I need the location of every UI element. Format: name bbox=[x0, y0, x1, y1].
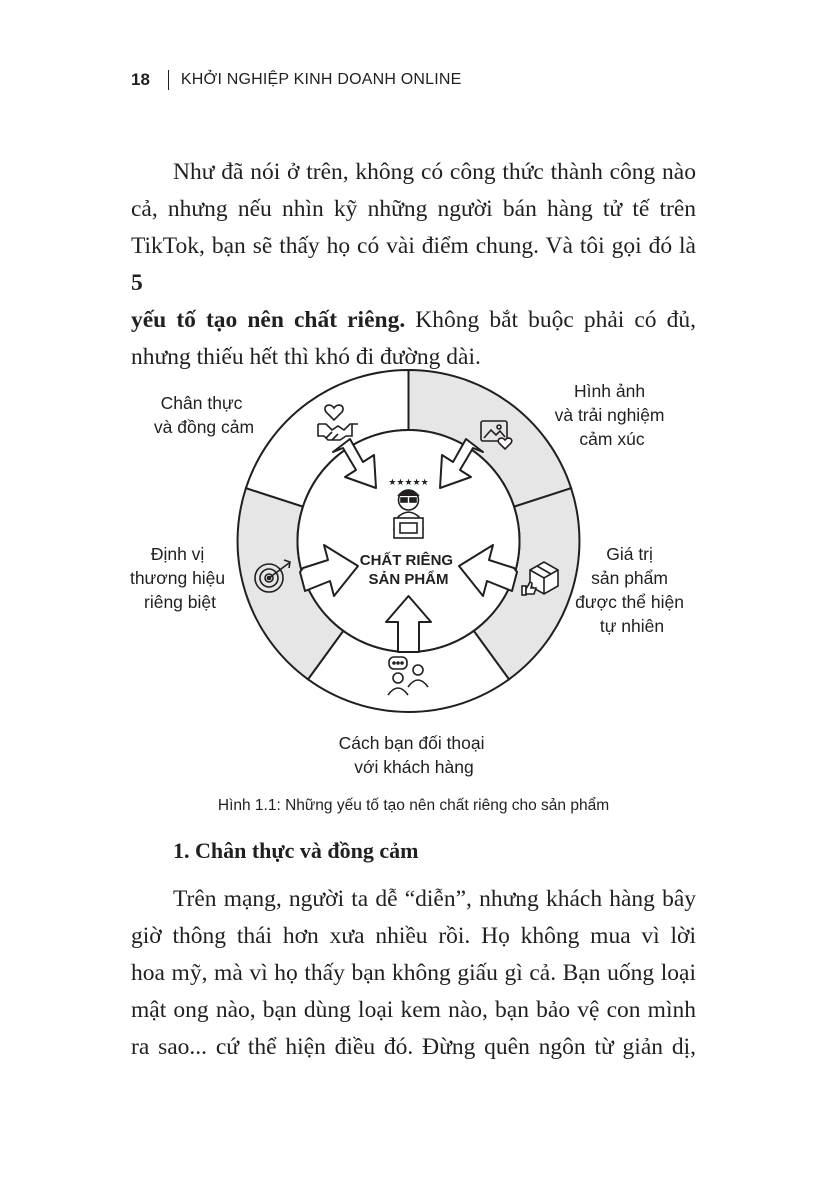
five-elements-diagram bbox=[0, 360, 827, 790]
label-line: cảm xúc bbox=[579, 429, 645, 449]
text-line: ra sao... cứ thể hiện điều đó. Đừng quên ngôn từ giản dị, bbox=[131, 1034, 696, 1060]
label-dialogue bbox=[339, 733, 490, 777]
text-segment: Không bắt buộc phải có đủ, bbox=[405, 307, 696, 333]
label-imagery bbox=[555, 381, 670, 449]
book-title: KHỞI NGHIỆP KINH DOANH ONLINE bbox=[180, 71, 462, 88]
section-heading: 1. Chân thực và đồng cảm bbox=[173, 838, 419, 863]
label-line: sản phẩm bbox=[591, 568, 668, 588]
label-line: Cách bạn đối thoại bbox=[338, 733, 485, 753]
text-line: mật ong nào, bạn dùng loại kem nào, bạn bảo vệ con mình bbox=[131, 997, 696, 1023]
text-line: cả, nhưng nếu nhìn kỹ những người bán hàng tử tế trên bbox=[131, 196, 696, 222]
label-line: Định vị bbox=[150, 544, 205, 564]
text-segment: TikTok, bạn sẽ thấy họ có vài điểm chung. Và tôi gọi đó là bbox=[131, 233, 696, 259]
text-line: Trên mạng, người ta dễ “diễn”, nhưng khách hàng bây bbox=[173, 886, 696, 912]
label-line: với khách hàng bbox=[354, 757, 474, 777]
intro-paragraph bbox=[131, 154, 696, 376]
text-line: giờ thông thái hơn xưa nhiều rồi. Họ không mua vì lời bbox=[131, 923, 696, 949]
label-line: riêng biệt bbox=[144, 592, 216, 612]
center-label-line: SẢN PHẨM bbox=[368, 571, 449, 588]
label-line: và đồng cảm bbox=[153, 417, 255, 437]
label-line: thương hiệu bbox=[129, 568, 226, 588]
header-divider bbox=[168, 70, 169, 90]
label-line: Hình ảnh bbox=[574, 381, 646, 401]
label-line: và trải nghiệm bbox=[554, 405, 665, 425]
label-positioning bbox=[130, 544, 230, 612]
svg-text:★★★★★: ★★★★★ bbox=[388, 478, 429, 488]
label-authentic bbox=[154, 393, 254, 437]
label-line: được thể hiện bbox=[575, 592, 684, 612]
running-header bbox=[131, 70, 462, 90]
text-line bbox=[131, 228, 696, 302]
text-line: hoa mỹ, mà vì họ thấy bạn không giấu gì cả. Bạn uống loại bbox=[131, 960, 696, 986]
text-line bbox=[131, 302, 696, 339]
center-label-line: CHẤT RIÊNG bbox=[359, 552, 454, 569]
bold-number: 5 bbox=[131, 270, 143, 296]
label-line: tự nhiên bbox=[599, 616, 665, 636]
text-line: Như đã nói ở trên, không có công thức thành công nào bbox=[173, 159, 696, 185]
section-paragraph bbox=[131, 881, 696, 1066]
label-value bbox=[575, 544, 689, 636]
bold-phrase: yếu tố tạo nên chất riêng. bbox=[131, 307, 406, 333]
text-line: nhưng thiếu hết thì khó đi đường dài. bbox=[131, 344, 481, 370]
label-line: Chân thực bbox=[160, 393, 243, 413]
label-line: Giá trị bbox=[606, 544, 653, 564]
figure-caption: Hình 1.1: Những yếu tố tạo nên chất riêng cho sản phẩm bbox=[217, 797, 610, 814]
page-number: 18 bbox=[131, 70, 150, 89]
